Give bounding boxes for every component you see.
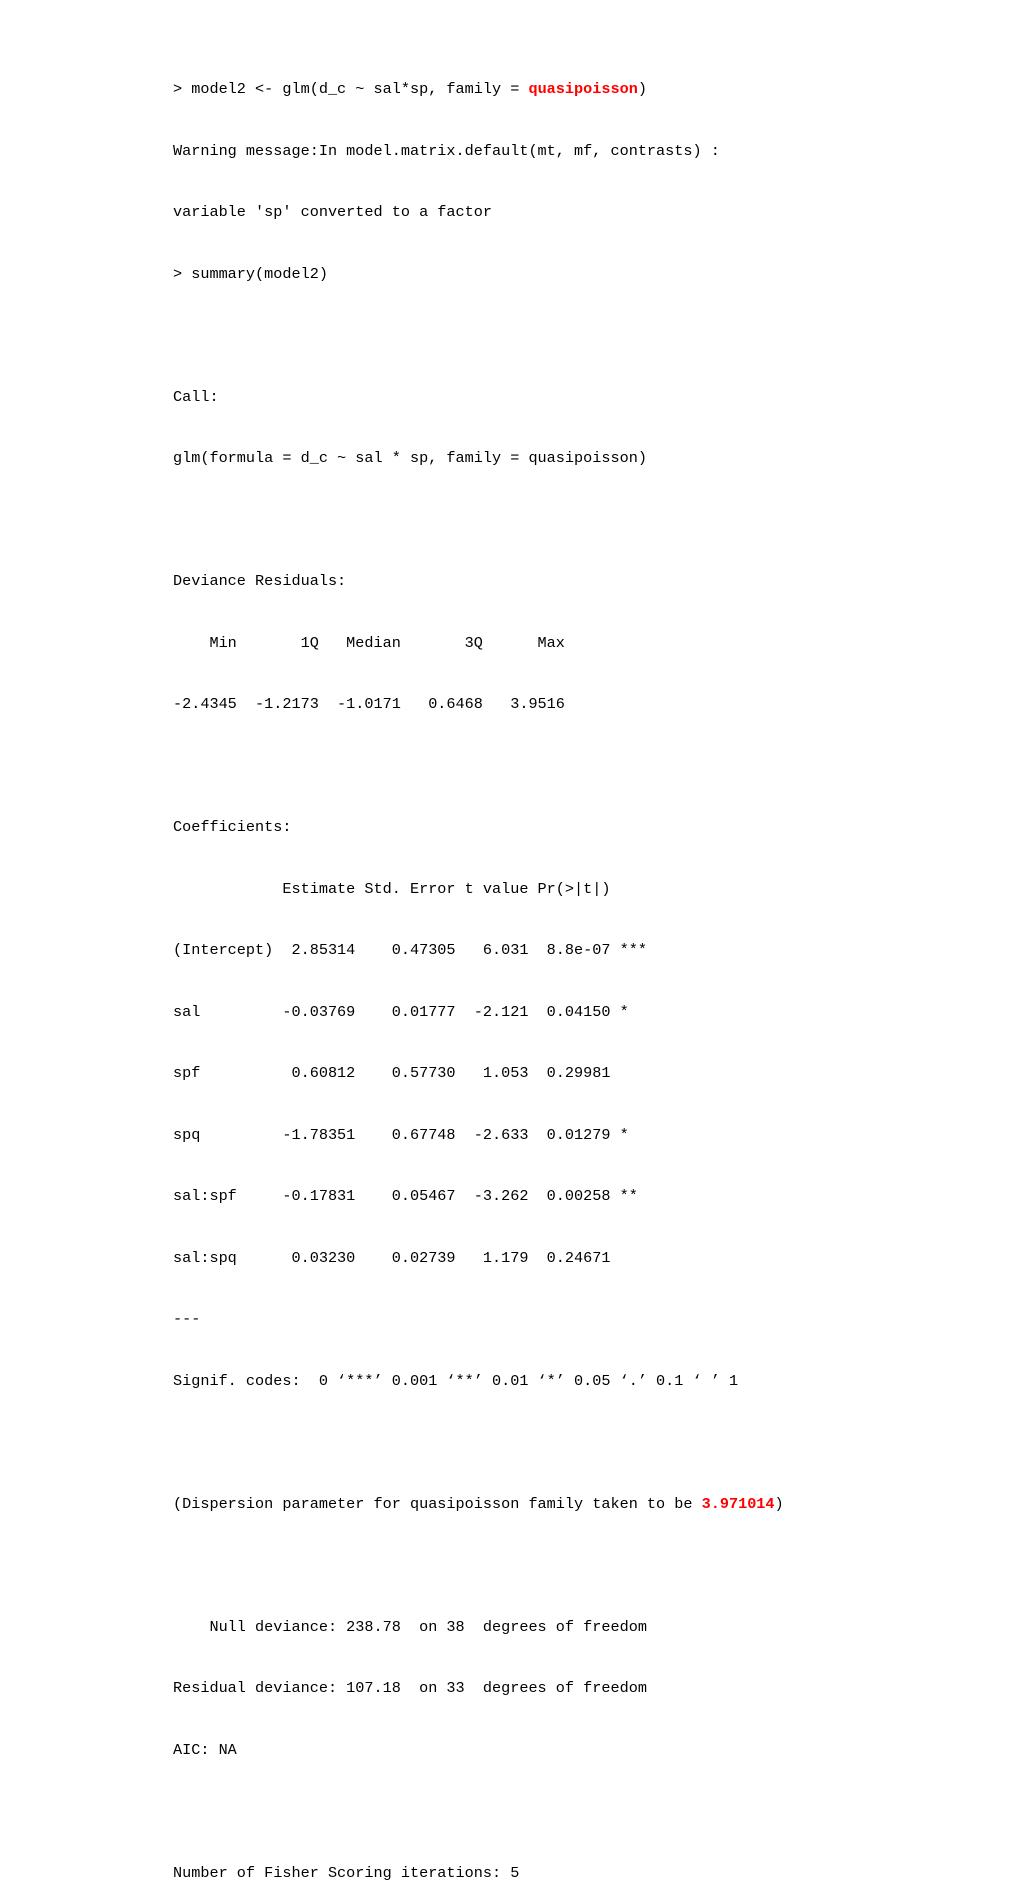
dispersion-prefix: (Dispersion parameter for quasipoisson family taken to be: [173, 1494, 702, 1513]
deviance-residuals-values: -2.4345 -1.2173 -1.0171 0.6468 3.9516: [173, 695, 565, 713]
warning-detail-line: variable 'sp' converted to a factor: [173, 203, 492, 221]
family-highlight: quasipoisson: [528, 80, 638, 98]
warning-message-line: Warning message:In model.matrix.default(mt, mf, contrasts) :: [173, 141, 720, 160]
residual-deviance-line: Residual deviance: 107.18 on 33 degrees of freedom: [173, 1679, 647, 1697]
blank-line: [173, 756, 784, 777]
blank-line: [173, 1801, 784, 1822]
fisher-iterations-line: Number of Fisher Scoring iterations: 5: [173, 1863, 520, 1882]
coefficient-row: spf 0.60812 0.57730 1.053 0.29981: [173, 1064, 611, 1082]
signif-codes-line: Signif. codes: 0 ‘***’ 0.001 ‘**’ 0.01 ‘*’ 0.05 ‘.’ 0.1 ‘ ’ 1: [173, 1371, 739, 1390]
summary-command-line: > summary(model2): [173, 264, 328, 283]
coefficient-row: spq -1.78351 0.67748 -2.633 0.01279 *: [173, 1125, 629, 1144]
coefficients-header: Coefficients:: [173, 818, 292, 836]
model-command-suffix: ): [637, 80, 647, 98]
model-command-line: [173, 79, 784, 100]
dispersion-line: [173, 1494, 784, 1515]
deviance-residuals-header: Deviance Residuals:: [173, 572, 347, 590]
blank-line: [173, 510, 784, 531]
coefficient-row: sal:spf -0.17831 0.05467 -3.262 0.00258 **: [173, 1187, 638, 1205]
blank-line: [173, 1432, 784, 1453]
aic-line: AIC: NA: [173, 1740, 237, 1759]
coefficient-row: (Intercept) 2.85314 0.47305 6.031 8.8e-07 ***: [173, 941, 647, 959]
call-formula: glm(formula = d_c ~ sal * sp, family = quasipoisson): [173, 449, 647, 467]
dispersion-suffix: ): [774, 1494, 784, 1513]
model-command-prefix: > model2 <- glm(d_c ~ sal*sp, family =: [173, 80, 529, 98]
deviance-residuals-labels: Min 1Q Median 3Q Max: [173, 633, 565, 652]
null-deviance-line: Null deviance: 238.78 on 38 degrees of freedom: [173, 1617, 647, 1636]
coefficients-column-headers: Estimate Std. Error t value Pr(>|t|): [173, 879, 611, 898]
blank-line: [173, 325, 784, 346]
call-header: Call:: [173, 387, 219, 406]
dispersion-value-highlight: 3.971014: [701, 1494, 775, 1513]
coefficient-row: sal -0.03769 0.01777 -2.121 0.04150 *: [173, 1002, 629, 1021]
separator-line: ---: [173, 1310, 201, 1328]
r-console-output: [173, 38, 784, 1904]
blank-line: [173, 1555, 784, 1576]
coefficient-row: sal:spq 0.03230 0.02739 1.179 0.24671: [173, 1248, 611, 1267]
